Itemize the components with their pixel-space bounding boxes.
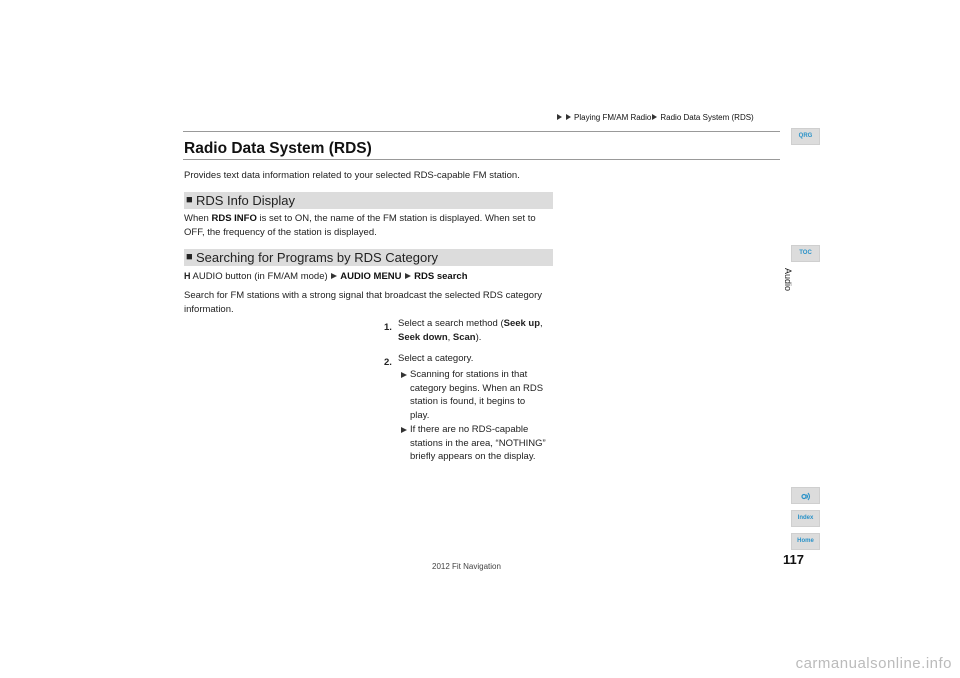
watermark: carmanualsonline.info [795, 655, 952, 672]
menu-path-step: AUDIO MENU [340, 271, 402, 282]
document-title: 2012 Fit Navigation [432, 562, 501, 571]
voice-command-icon [800, 490, 812, 502]
step-1-text: Select a search method (Seek up, Seek down, Scan). [398, 318, 543, 343]
page-title: Radio Data System (RDS) [184, 140, 372, 157]
path-arrow-icon [405, 273, 411, 279]
section-title: Searching for Programs by RDS Category [196, 250, 439, 265]
step-number: 2. [384, 357, 392, 368]
index-tab[interactable]: Index [791, 510, 820, 527]
page-number: 117 [783, 552, 804, 567]
step-2 [384, 352, 392, 370]
breadcrumb-item[interactable]: Radio Data System (RDS) [660, 113, 754, 122]
breadcrumb-arrow-icon [557, 114, 562, 120]
step-2-text: Select a category. [398, 353, 474, 364]
step-number: 1. [384, 322, 392, 333]
rds-search-description: Search for FM stations with a strong signal that broadcast the selected RDS category information. [184, 290, 543, 315]
menu-path-step: RDS search [414, 271, 468, 282]
step-2-note: If there are no RDS-capable stations in the area, “NOTHING” briefly appears on the display. [410, 424, 546, 462]
path-arrow-icon [331, 273, 337, 279]
square-bullet-icon: ■ [186, 251, 193, 263]
square-bullet-icon: ■ [186, 194, 193, 206]
section-title: RDS Info Display [196, 193, 295, 208]
step-2-note: Scanning for stations in that category begins. When an RDS station is found, it begins to play. [410, 369, 544, 421]
menu-path [184, 271, 468, 282]
breadcrumb-arrow-icon [652, 114, 657, 120]
intro-text: Provides text data information related to your selected RDS-capable FM station. [184, 170, 520, 181]
breadcrumb [556, 113, 754, 122]
result-arrow-icon [401, 427, 407, 433]
title-divider [183, 159, 780, 160]
voice-command-tab[interactable] [791, 487, 820, 504]
breadcrumb-arrow-icon [566, 114, 571, 120]
rds-info-paragraph: When RDS INFO is set to ON, the name of the FM station is displayed. When set to OFF, the frequency of the station is displayed. [184, 213, 536, 238]
section-heading-rds-info [184, 192, 553, 209]
result-arrow-icon [401, 372, 407, 378]
rds-info-term: RDS INFO [211, 213, 257, 224]
header-divider [183, 131, 780, 132]
home-tab[interactable]: Home [791, 533, 820, 550]
home-button-icon: H [184, 271, 190, 281]
toc-tab[interactable]: TOC [791, 245, 820, 262]
section-heading-rds-category [184, 249, 553, 266]
step-1 [384, 317, 392, 335]
qrg-tab[interactable]: QRG [791, 128, 820, 145]
section-tab-label: Audio [783, 268, 793, 292]
menu-path-start: AUDIO button (in FM/AM mode) [192, 271, 328, 282]
breadcrumb-item[interactable]: Playing FM/AM Radio [574, 113, 652, 122]
